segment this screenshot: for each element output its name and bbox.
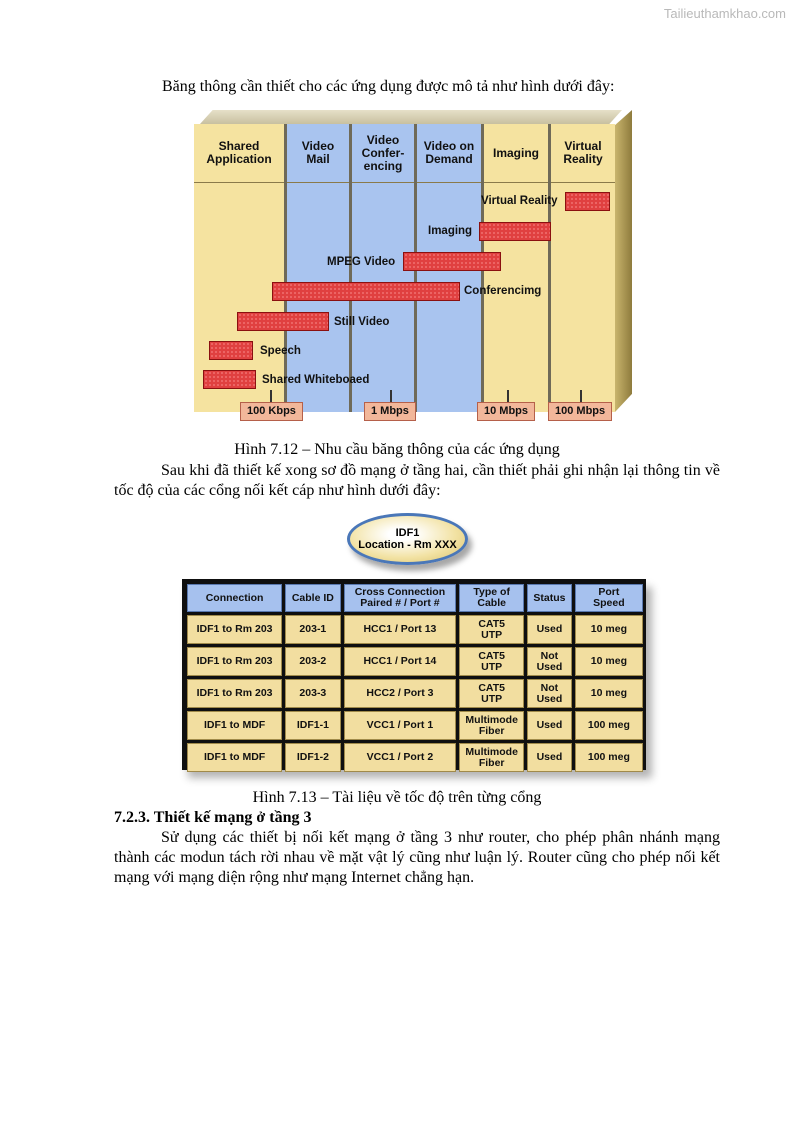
axis-tick	[270, 390, 272, 402]
badge-line-2: Location - Rm XXX	[358, 539, 457, 551]
cell-status: Used	[527, 615, 572, 644]
header-type-of-cable: Type of Cable	[459, 584, 524, 612]
table-header-row	[187, 584, 643, 612]
cell-cable-id: 203-3	[285, 679, 340, 708]
bar-speech	[209, 341, 253, 360]
header-port-speed: Port Speed	[575, 584, 643, 612]
figure-top-face	[200, 110, 622, 124]
bar-label: Conferencimg	[464, 285, 542, 297]
cell-port-speed: 10 meg	[575, 615, 643, 644]
section-heading: 7.2.3. Thiết kế mạng ở tầng 3	[114, 809, 312, 826]
bar-label: Imaging	[428, 225, 473, 237]
cell-type-of-cable: Multimode Fiber	[459, 711, 524, 740]
cell-cable-id: IDF1-1	[285, 711, 340, 740]
cell-port-speed: 10 meg	[575, 679, 643, 708]
column-divider	[548, 124, 551, 412]
tick-label-100kbps: 100 Kbps	[240, 402, 303, 421]
cell-status: Used	[527, 743, 572, 772]
cell-status: Not Used	[527, 647, 572, 676]
cell-status: Not Used	[527, 679, 572, 708]
header-status: Status	[527, 584, 572, 612]
watermark: Tailieuthamkhao.com	[663, 6, 786, 21]
cell-port-speed: 100 meg	[575, 711, 643, 740]
cell-type-of-cable: Multimode Fiber	[459, 743, 524, 772]
cell-cross-connection: HCC1 / Port 13	[344, 615, 457, 644]
column-header: Imaging	[484, 124, 548, 183]
figure-right-face	[615, 110, 632, 412]
cell-cross-connection: HCC1 / Port 14	[344, 647, 457, 676]
cell-cable-id: 203-1	[285, 615, 340, 644]
cell-port-speed: 100 meg	[575, 743, 643, 772]
cell-connection: IDF1 to Rm 203	[187, 679, 282, 708]
axis-tick	[390, 390, 392, 402]
table-row	[187, 647, 643, 676]
column-header: Shared Application	[194, 124, 284, 183]
bar-imaging	[479, 222, 551, 241]
column-header: Video Mail	[287, 124, 349, 183]
port-speed-table-frame	[182, 579, 646, 770]
cell-type-of-cable: CAT5 UTP	[459, 679, 524, 708]
cell-port-speed: 10 meg	[575, 647, 643, 676]
cell-status: Used	[527, 711, 572, 740]
tick-label-100mbps: 100 Mbps	[548, 402, 612, 421]
cell-type-of-cable: CAT5 UTP	[459, 615, 524, 644]
cell-cable-id: 203-2	[285, 647, 340, 676]
bar-still-video	[237, 312, 329, 331]
bar-virtual-reality	[565, 192, 610, 211]
bar-label: MPEG Video	[327, 256, 396, 268]
badge-line-1: IDF1	[395, 527, 420, 539]
axis-tick	[507, 390, 509, 402]
bar-label: Still Video	[334, 316, 390, 328]
cell-cross-connection: VCC1 / Port 1	[344, 711, 457, 740]
cell-connection: IDF1 to MDF	[187, 743, 282, 772]
table-row	[187, 615, 643, 644]
figure2-caption: Hình 7.13 – Tài liệu về tốc độ trên từng cổng	[252, 789, 542, 806]
cell-cable-id: IDF1-2	[285, 743, 340, 772]
cell-connection: IDF1 to MDF	[187, 711, 282, 740]
column-virtual-reality	[551, 124, 615, 412]
bar-conferencing	[272, 282, 460, 301]
table-row	[187, 711, 643, 740]
bar-label: Virtual Reality	[481, 195, 558, 207]
bar-label: Shared Whiteboaed	[262, 374, 370, 386]
table-row	[187, 679, 643, 708]
column-header: Video on Demand	[417, 124, 481, 183]
paragraph-3: Sử dụng các thiết bị nối kết mạng ở tầng 3 như router, cho phép phân nhánh mạng thành các modun tách rời nhau về mặt vật lý cũng như luận lý. Router cũng cho phép nối kết mạng với mạng diện rộng như mạng Internet chẳng hạn.	[114, 829, 720, 886]
cell-connection: IDF1 to Rm 203	[187, 647, 282, 676]
tick-label-1mbps: 1 Mbps	[364, 402, 416, 421]
header-cross-connection: Cross Connection Paired # / Port #	[344, 584, 457, 612]
figure1-caption: Hình 7.12 – Nhu cầu băng thông của các ứng dụng	[234, 441, 560, 458]
axis-tick	[580, 390, 582, 402]
column-divider	[284, 124, 287, 412]
idf1-location-badge	[347, 513, 468, 565]
cell-cross-connection: HCC2 / Port 3	[344, 679, 457, 708]
bandwidth-figure	[194, 110, 634, 425]
bar-mpeg-video	[403, 252, 501, 271]
bar-label: Speech	[260, 345, 301, 357]
cell-connection: IDF1 to Rm 203	[187, 615, 282, 644]
table-row	[187, 743, 643, 772]
cell-cross-connection: VCC1 / Port 2	[344, 743, 457, 772]
tick-label-10mbps: 10 Mbps	[477, 402, 535, 421]
cell-type-of-cable: CAT5 UTP	[459, 647, 524, 676]
column-header: Video Confer- encing	[352, 124, 414, 183]
paragraph-2: Sau khi đã thiết kế xong sơ đồ mạng ở tầng hai, cần thiết phải ghi nhận lại thông tin về tốc độ của các cổng nối kết cáp như hình dưới đây:	[114, 462, 720, 499]
column-shared-application	[194, 124, 284, 412]
bar-shared-whiteboard	[203, 370, 256, 389]
column-header: Virtual Reality	[551, 124, 615, 183]
header-connection: Connection	[187, 584, 282, 612]
port-speed-table	[184, 581, 646, 775]
header-cable-id: Cable ID	[285, 584, 340, 612]
intro-paragraph: Băng thông cần thiết cho các ứng dụng được mô tả như hình dưới đây:	[162, 78, 615, 95]
